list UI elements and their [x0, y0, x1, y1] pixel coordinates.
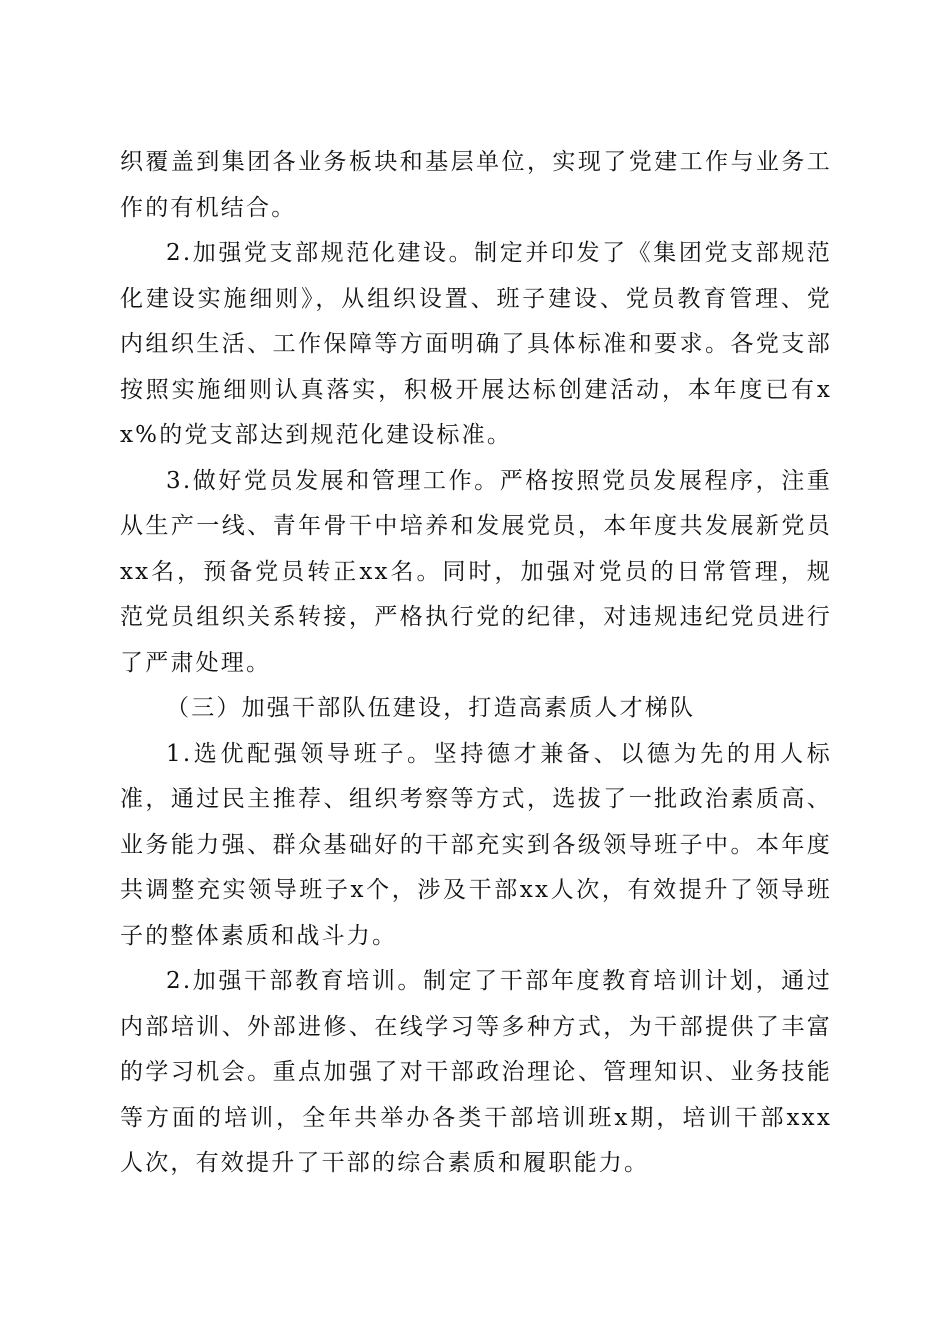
- paragraph-member-development: 3.做好党员发展和管理工作。严格按照党员发展程序，注重从生产一线、青年骨干中培养和发展党员，本年度共发展新党员xx名，预备党员转正xx名。同时，加强对党员的日常管理，规范党员组织关系转接，严格执行党的纪律，对违规违纪党员进行了严肃处理。: [120, 467, 832, 676]
- paragraph-continued: 织覆盖到集团各业务板块和基层单位，实现了党建工作与业务工作的有机结合。: [120, 149, 832, 221]
- document-body: [120, 140, 832, 1187]
- section-heading: （三）加强干部队伍建设，打造高素质人才梯队: [166, 695, 696, 721]
- paragraph-leadership-team: 1.选优配强领导班子。坚持德才兼备、以德为先的用人标准，通过民主推荐、组织考察等方式，选拔了一批政治素质高、业务能力强、群众基础好的干部充实到各级领导班子中。本年度共调整充实领导班子x个，涉及干部xx人次，有效提升了领导班子的整体素质和战斗力。: [120, 740, 832, 949]
- paragraph-cadre-training: 2.加强干部教育培训。制定了干部年度教育培训计划，通过内部培训、外部进修、在线学习等多种方式，为干部提供了丰富的学习机会。重点加强了对干部政治理论、管理知识、业务技能等方面的培训，全年共举办各类干部培训班x期，培训干部xxx人次，有效提升了干部的综合素质和履职能力。: [120, 968, 832, 1176]
- paragraph-party-branch-standardization: 2.加强党支部规范化建设。制定并印发了《集团党支部规范化建设实施细则》，从组织设置、班子建设、党员教育管理、党内组织生活、工作保障等方面明确了具体标准和要求。各党支部按照实施细则认真落实，积极开展达标创建活动，本年度已有xx%的党支部达到规范化建设标准。: [120, 240, 832, 448]
